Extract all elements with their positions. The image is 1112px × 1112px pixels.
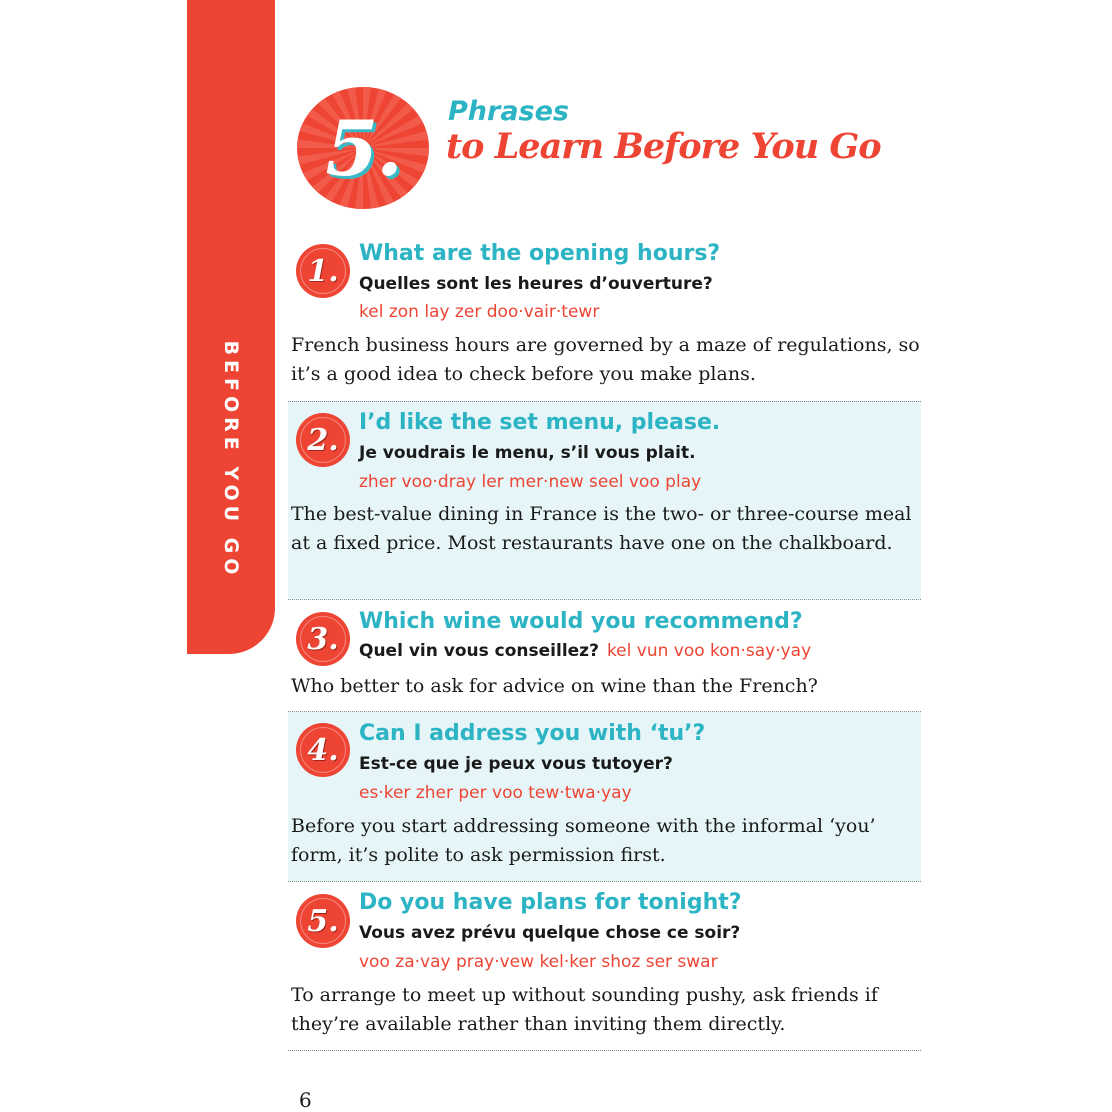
phrase-4-english: Can I address you with ‘tu’? [359,721,706,746]
page-number: 6 [299,1088,312,1112]
phrase-2-pronunciation: zher voo·dray ler mer·new seel voo play [359,472,702,492]
phrase-4-french: Est-ce que je peux vous tutoyer? [359,754,673,774]
phrase-3-french: Quel vin vous conseillez? [359,641,599,661]
phrase-1-pronunciation: kel zon lay zer doo·vair·tewr [359,302,600,322]
phrase-2-french: Je voudrais le menu, s’il vous plait. [359,443,696,463]
title-number: 5. [325,103,401,193]
phrase-1-french: Quelles sont les heures d’ouverture? [359,274,713,294]
phrase-3-number-badge: 3. [296,612,350,666]
phrase-3-description: Who better to ask for advice on wine than the French? [291,675,818,697]
phrase-4-pronunciation: es·ker zher per voo tew·twa·yay [359,783,632,803]
phrase-5-english: Do you have plans for tonight? [359,890,742,915]
section-tab-label: BEFORE YOU GO [220,340,242,580]
divider [288,599,921,600]
divider [288,1050,921,1051]
phrase-1-number-badge: 1. [296,244,350,298]
title-line-phrases: Phrases [448,96,569,127]
phrase-1-description: French business hours are governed by a maze of regulations, so it’s a good idea to check before you make plans. [291,334,920,385]
phrase-3-pronunciation: kel vun voo kon·say·yay [606,641,812,661]
phrase-5-french: Vous avez prévu quelque chose ce soir? [359,923,741,943]
phrase-1-english: What are the opening hours? [359,241,721,266]
divider [288,401,921,402]
phrase-5-description: To arrange to meet up without sounding pushy, ask friends if they’re available rather than inviting them directly. [291,984,878,1035]
phrase-2-number-badge: 2. [296,413,350,467]
phrase-2-description: The best-value dining in France is the two- or three-course meal at a fixed price. Most restaurants have one on the chalkboard. [291,503,912,554]
phrase-3-english: Which wine would you recommend? [359,609,803,634]
phrase-4-number-badge: 4. [296,723,350,777]
phrase-5-pronunciation: voo za·vay pray·vew kel·ker shoz ser swar [359,952,718,972]
phrase-2-english: I’d like the set menu, please. [359,410,721,435]
divider [288,711,921,712]
title-line-subtitle: to Learn Before You Go [446,126,881,167]
phrase-4-description: Before you start addressing someone with the informal ‘you’ form, it’s polite to ask permission first. [291,815,876,866]
phrase-5-number-badge: 5. [296,894,350,948]
phrase-3-french-line [359,641,811,661]
divider [288,881,921,882]
